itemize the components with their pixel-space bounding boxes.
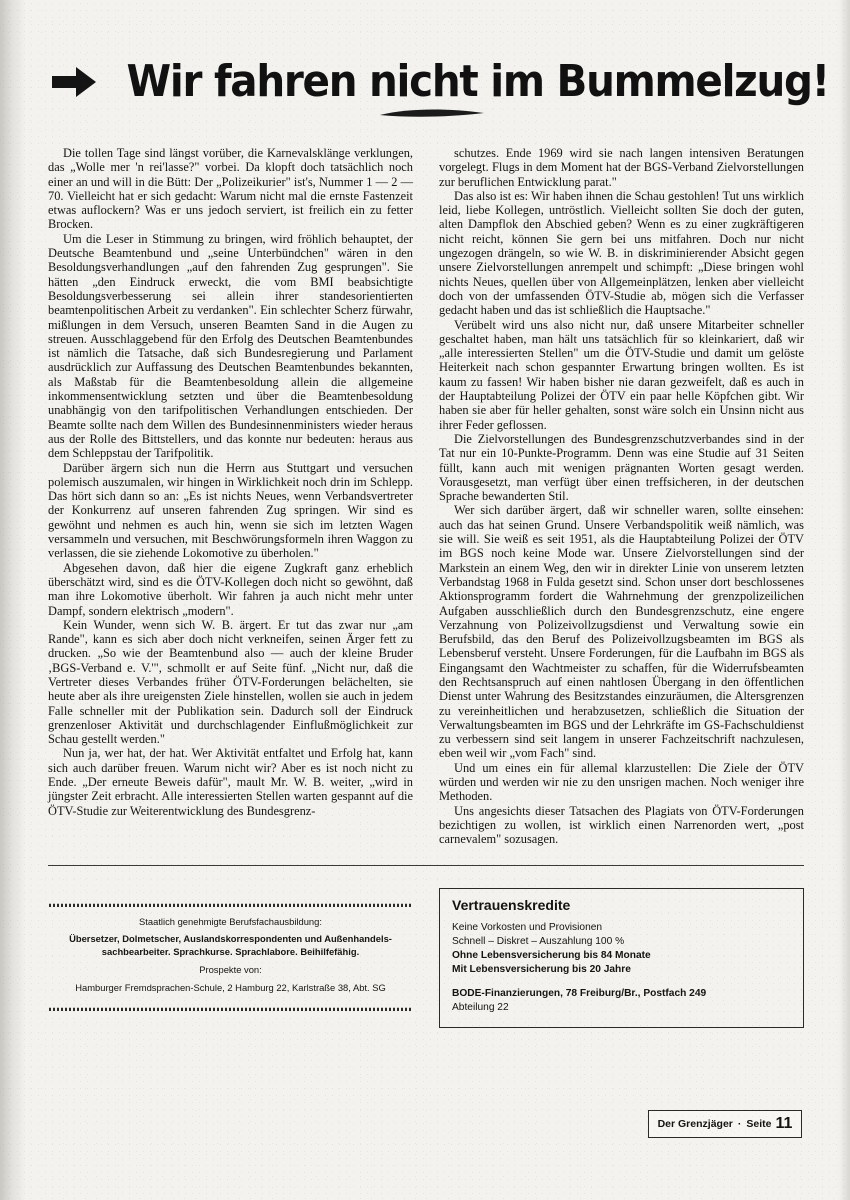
page-number: 11 xyxy=(775,1115,793,1132)
paragraph: Verübelt wird uns also nicht nur, daß unsere Mitarbeiter schneller geschaltet haben, man hält uns tatsächlich für so kleinkariert, daß wir „alle interessierten Stellen" um die ÖTV-Studie und damit um gelöste Heiterkeit nach schon gespannter Erwartung bringen wollten. Es ist kaum zu fassen! Wir haben bisher nie daran gezweifelt, daß es auch in der Hauptabteilung Polizei der ÖTV ein paar helle Köpfchen gibt. Wir haben sie aber für heller gehalten, sonst wäre solch ein Unsinn nicht aus ihrer Feder geflossen. xyxy=(439,317,804,432)
page-left-edge-shadow xyxy=(0,0,26,1200)
article-column-right xyxy=(439,146,804,847)
paragraph: Abgesehen davon, daß hier die eigene Zugkraft ganz erheblich überschätzt wird, sind es die ÖTV-Kollegen doch nicht so gewöhnt, daß man ihre Lokomotive überholt. Wir fahren ja auch nicht mehr unter Dampf, sondern elektrisch „modern". xyxy=(48,560,413,618)
section-divider xyxy=(48,865,804,866)
paragraph: Wer sich darüber ärgert, daß wir schneller waren, sollte einsehen: auch das hat seinen Grund. Unsere Verbandspolitik weiß nämlich, was sie will. Sie weiß es seit 1951, als die Hauptabteilung Polizei der ÖTV im BGS noch keine Mode war. Unsere Zielvorstellungen sind der Markstein an einem Weg, den wir in direkter Linie von unserem letzten Verbandstag 1968 in Fulda gesetzt sind. Schon unser dort beschlossenes Aktionsprogramm fordert die Wahrnehmung der grenzpolizeilichen Aufgaben ausschließlich durch den Bundesgrenzschutz, eine engere Verzahnung von Polizeivollzugsdienst und Verwaltung sowie ein Berufsbild, das den Beruf des Polizeivollzugsbeamten im BGS als Lebensberuf versteht. Unsere Forderungen, für die Laufbahn im BGS als Eingangsamt den Wachtmeister zu schaffen, für die Widerrufsbeamten den Rechtsanspruch auf einen nahtlosen Übergang in den öffentlichen Dienst unter Wahrung des Besitzstandes einzuräumen, die Altersgrenzen zu vereinheitlichen und herabzusetzen, schließlich die Situation der Verwaltungsbeamten im BGS und der Lehrkräfte im GS-Fachschuldienst zu verbessern sind seit langem in unserer Fachzeitschrift nachzulesen, eben weil wir „vom Fach" sind. xyxy=(439,503,804,761)
paragraph: Das also ist es: Wir haben ihnen die Schau gestohlen! Tut uns wirklich leid, liebe Kollegen, untröstlich. Vielleicht sollten Sie doch der guten, alten Dampflok den Abschied geben? Wenn es zu einer zugkräftigeren nicht reicht, können Sie gern bei uns mitfahren. Doch nur nicht ungezogen drängeln, so wie W. B. in diskriminierender Absicht gegen unsere Zielvorstellungen anrempelt und schimpft: „Diese bringen wohl nichts Neues, quellen über von Allgemeinplätzen, lenken aber vielleicht doch von der umfassenden ÖTV-Studie ab, mögen sich die Verfasser gedacht haben und das ist schließlich die Hauptsache." xyxy=(439,188,804,318)
page-content xyxy=(48,40,829,1028)
article-body xyxy=(48,146,804,847)
article-column-left xyxy=(48,146,413,847)
paragraph: Und um eines ein für allemal klarzustellen: Die Ziele der ÖTV würden und werden wir nie zu den unsrigen machen. Noch weniger ihre Methoden. xyxy=(439,760,804,804)
page-label: Seite xyxy=(746,1118,772,1130)
advertisement-row xyxy=(48,888,804,1028)
ad-line-1: Staatlich genehmigte Berufsfachausbildung: xyxy=(139,915,322,927)
ad-line-6: Abteilung 22 xyxy=(452,1001,509,1013)
ad-line-5: Hamburger Fremdsprachen-Schule, 2 Hamburg 22, Karlstraße 38, Abt. SG xyxy=(75,981,386,993)
arrow-right-icon xyxy=(52,65,96,99)
ad-language-school xyxy=(48,888,413,1028)
masthead xyxy=(48,40,829,124)
dotted-rule-bottom xyxy=(48,1004,413,1011)
paragraph: Um die Leser in Stimmung zu bringen, wird fröhlich behauptet, der Deutsche Beamtenbund und „seine Unterbündchen" wären in den Besoldungsverhandlungen „auf den fahrenden Zug gesprungen". Sie hätten „den Eindruck erweckt, die vom BMI beabsichtigte Besoldungsverbesserung sei allein ihrer standesorientierten beamtenpolitischen Arbeit zu verdanken". Ein schlechter Scherz fürwahr, mißlungen in dem Versuch, unseren Beamten Sand in die Augen zu streuen. Ausschlaggebend für den Erfolg des Deutschen Beamtenbundes ist nämlich die Tatsache, daß sich Bundesregierung und Parlament ausdrücklich zur Auffassung des Deutschen Beamtenbundes bekannten, als Maßstab für die Beamtenbesoldung allein die allgemeine inkommensentwicklung setzten und über die Beamtenbesoldung unabhängig von den tarifpolitischen Verhandlungen entschieden. Der Beamte sollte nach dem Willen des Bundesinnenministers wieder heraus aus der Rolle des Bittstellers, und das konnte nur bedeuten: heraus aus dem Schleppstau der Tarifpolitik. xyxy=(48,231,413,461)
page-footer xyxy=(648,1110,802,1138)
ad-line-2: Schnell – Diskret – Auszahlung 100 % xyxy=(452,935,625,947)
dotted-rule-top xyxy=(48,900,413,907)
ad-line-1: Keine Vorkosten und Provisionen xyxy=(452,921,603,933)
brush-underline-icon xyxy=(378,106,488,119)
publication-name: Der Grenzjäger xyxy=(657,1118,733,1130)
ad-line-5: BODE-Finanzierungen, 78 Freiburg/Br., Postfach 249 xyxy=(452,987,707,999)
ad-title: Vertrauenskredite xyxy=(452,896,571,913)
page-right-edge-shadow xyxy=(836,0,850,1200)
ad-line-4: Prospekte von: xyxy=(199,964,262,976)
page-title: Wir fahren nicht im Bummelzug! xyxy=(126,56,829,107)
ad-line-3: sachbearbeiter. Sprachkurse. Sprachlabore. Beihilfefähig. xyxy=(101,945,360,957)
paragraph: schutzes. Ende 1969 wird sie nach langen intensiven Beratungen vorgelegt. Flugs in dem Moment hat der BGS-Verband Zielvorstellungen zur beruflichen Entwicklung parat." xyxy=(439,146,804,189)
paragraph: Nun ja, wer hat, der hat. Wer Aktivität entfaltet und Erfolg hat, kann sich auch darüber freuen. Warum nicht wir? Aber es ist noch nicht zu Ende. „Der erneute Beweis dafür", mault Mr. W. B. weiter, „wird in jüngster Zeit erbracht. Alle interessierten Stellen warten gespannt auf die ÖTV-Studie zur Weiterentwicklung des Bundesgrenz- xyxy=(48,746,413,818)
ad-line-3: Ohne Lebensversicherung bis 84 Monate xyxy=(452,950,651,962)
ad-credit-offer xyxy=(439,888,804,1028)
ad-line-4: Mit Lebensversicherung bis 20 Jahre xyxy=(452,964,631,976)
paragraph: Kein Wunder, wenn sich W. B. ärgert. Er tut das zwar nur „am Rande", kann es sich aber doch nicht verkneifen, seinen Ärger fett zu drucken. „So wie der Beamtenbund also — auch der kleine Bruder ‚BGS-Verband e. V.'", schmollt er auf Seite fünf. „Nicht nur, daß die Vertreter dieses Verbandes früher ÖTV-Forderungen belächelten, sie heute aber als ihre ureigensten Ziele hinstellen, wollen sie auch in jedem Falle schneller mit der Publikation sein. Dadurch soll der Eindruck grenzenloser Aktivität und durchschlagender Einflußmöglichkeit zur Schau gestellt werden." xyxy=(48,617,413,747)
paragraph: Darüber ärgern sich nun die Herrn aus Stuttgart und versuchen polemisch auszumalen, wir hingen in Wirklichkeit noch drin im Schlepp. Das hört sich dann so an: „Es ist nichts Neues, wenn Verbandsvertreter der Konkurrenz auf unseren fahrenden Zug springen. Wir sind es gewöhnt und nehmen es auch hin, wenn sie sich im letzten Wagen versammeln und versuchen, mit Beschwörungsformeln ihren Waggon zu verlassen, die sie ziehende Lokomotive zu überholen." xyxy=(48,460,413,561)
footer-separator: · xyxy=(737,1118,742,1130)
ad-line-2: Übersetzer, Dolmetscher, Auslandskorrespondenten und Außenhandels- xyxy=(69,933,392,945)
paragraph: Uns angesichts dieser Tatsachen des Plagiats von ÖTV-Forderungen bezichtigen zu wollen, ist wirklich einen Narrenorden wert, „post carnevalem" sozusagen. xyxy=(439,803,804,847)
paragraph: Die Zielvorstellungen des Bundesgrenzschutzverbandes sind in der Tat nur ein 10-Punkte-Programm. Denn was eine Studie auf 31 Seiten füllt, kann auch mit wenigen prägnanten Worten gesagt werden. Vorausgesetzt, man verfügt über einen treffsicheren, in der deutschen Sprache bewanderten Stil. xyxy=(439,431,804,504)
paragraph: Die tollen Tage sind längst vorüber, die Karnevalsklänge verklungen, das „Wolle mer 'n rei'lasse?" vorbei. Da klopft doch tatsächlich noch einer an und will in die Bütt: Der „Polizeikurier" ist's, Nummer 1 — 2 — 70. Vielleicht hat er sich gedacht: Warum nicht mal die ernste Fastenzeit etwas auflockern? Was er uns jedoch serviert, ist freilich ein zu fetter Brocken. xyxy=(48,146,413,232)
